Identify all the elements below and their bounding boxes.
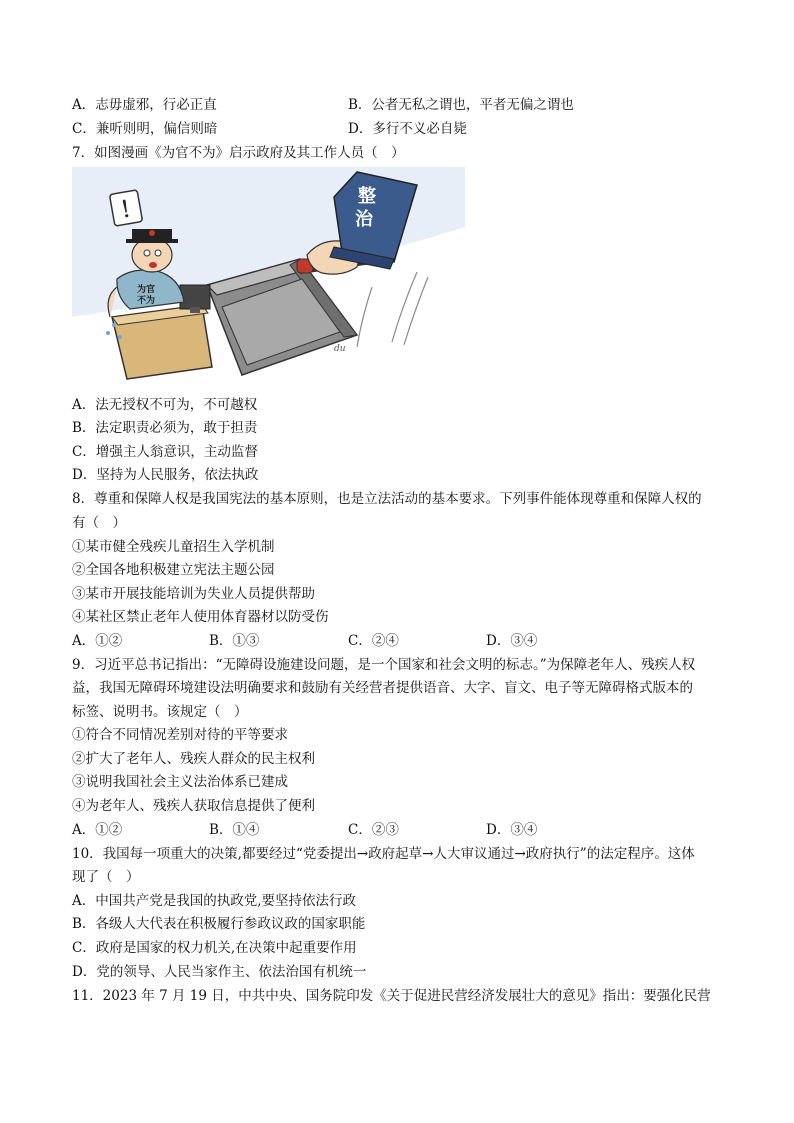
- cartoon-wei-guan-bu-wei: [72, 167, 465, 385]
- q9-item-1: ①符合不同情况差别对待的平等要求: [72, 727, 288, 743]
- q9-item-2: ②扩大了老年人、残疾人群众的民主权利: [72, 751, 315, 767]
- q9-choices: [72, 820, 722, 840]
- q8-item-1: ①某市健全残疾儿童招生入学机制: [72, 539, 275, 555]
- q10-option-c: C．政府是国家的权力机关,在决策中起重要作用: [72, 940, 357, 956]
- q8-stem-line-2: 有（ ）: [72, 515, 126, 531]
- q9-stem-line-3: 标签、说明书。该规定（ ）: [72, 704, 248, 720]
- q11-stem-line-1: 11．2023 年 7 月 19 日，中共中央、国务院印发《关于促进民营经济发展壮大的意见》指出：要强化民营: [72, 988, 711, 1004]
- sleeve-text-2: 治: [355, 209, 373, 230]
- q10-option-b: B．各级人大代表在积极履行参政议政的国家职能: [72, 916, 366, 932]
- q9-stem-line-1: 9．习近平总书记指出：“无障碍设施建设问题，是一个国家和社会文明的标志。”为保障老年人、残疾人权: [72, 657, 696, 673]
- shirt-text-1: 为官: [137, 285, 156, 295]
- q6-option-b: B．公者无私之谓也，平者无偏之谓也: [348, 97, 574, 113]
- q9-choice-b: B．①④: [209, 822, 260, 838]
- q8-item-4: ④某社区禁止老年人使用体育器材以防受伤: [72, 609, 329, 625]
- q9-item-4: ④为老年人、残疾人获取信息提供了便利: [72, 798, 315, 814]
- q7-option-d: D．坚持为人民服务，依法执政: [72, 467, 259, 483]
- q8-choice-b: B．①③: [209, 633, 260, 649]
- q9-choice-d: D．③④: [486, 822, 538, 838]
- q9-choice-a: A．①②: [72, 822, 123, 838]
- q8-choice-c: C．②④: [348, 633, 399, 649]
- q9-stem-line-2: 益，我国无障碍环境建设法明确要求和鼓励有关经营者提供语音、大字、盲文、电子等无障碍格式版本的: [72, 680, 693, 696]
- q9-choice-c: C．②③: [348, 822, 399, 838]
- exclamation-sign-text: ！: [118, 195, 145, 224]
- q6-option-d: D．多行不义必自毙: [348, 121, 467, 137]
- q8-item-3: ③某市开展技能培训为失业人员提供帮助: [72, 586, 315, 602]
- q7-option-b: B．法定职责必须为，敢于担责: [72, 420, 258, 436]
- q8-choice-a: A．①②: [72, 633, 123, 649]
- q7-stem: 7．如图漫画《为官不为》启示政府及其工作人员（ ）: [72, 145, 405, 161]
- q10-stem-line-1: 10．我国每一项重大的决策,都要经过“党委提出→政府起草→人大审议通过→政府执行”的法定程序。这体: [72, 846, 695, 862]
- shirt-text-2: 不为: [137, 296, 156, 306]
- q7-option-a: A．法无授权不可为，不可越权: [72, 397, 258, 413]
- q10-stem-line-2: 现了（ ）: [72, 869, 140, 885]
- sleeve-text-1: 整: [358, 186, 376, 207]
- q10-option-d: D．党的领导、人民当家作主、依法治国有机统一: [72, 964, 367, 980]
- q10-option-a: A．中国共产党是我国的执政党,要坚持依法行政: [72, 893, 357, 909]
- q6-option-c: C．兼听则明，偏信则暗: [72, 121, 218, 137]
- q8-item-2: ②全国各地积极建立宪法主题公园: [72, 562, 275, 578]
- q8-choice-d: D．③④: [486, 633, 538, 649]
- q8-choices: [72, 631, 722, 651]
- q6-option-a: A．志毋虚邪，行必正直: [72, 97, 217, 113]
- cartoon-signature: du: [334, 344, 346, 354]
- q7-option-c: C．增强主人翁意识，主动监督: [72, 444, 258, 460]
- q8-stem-line-1: 8．尊重和保障人权是我国宪法的基本原则，也是立法活动的基本要求。下列事件能体现尊重和保障人权的: [72, 491, 702, 507]
- q9-item-3: ③说明我国社会主义法治体系已建成: [72, 774, 288, 790]
